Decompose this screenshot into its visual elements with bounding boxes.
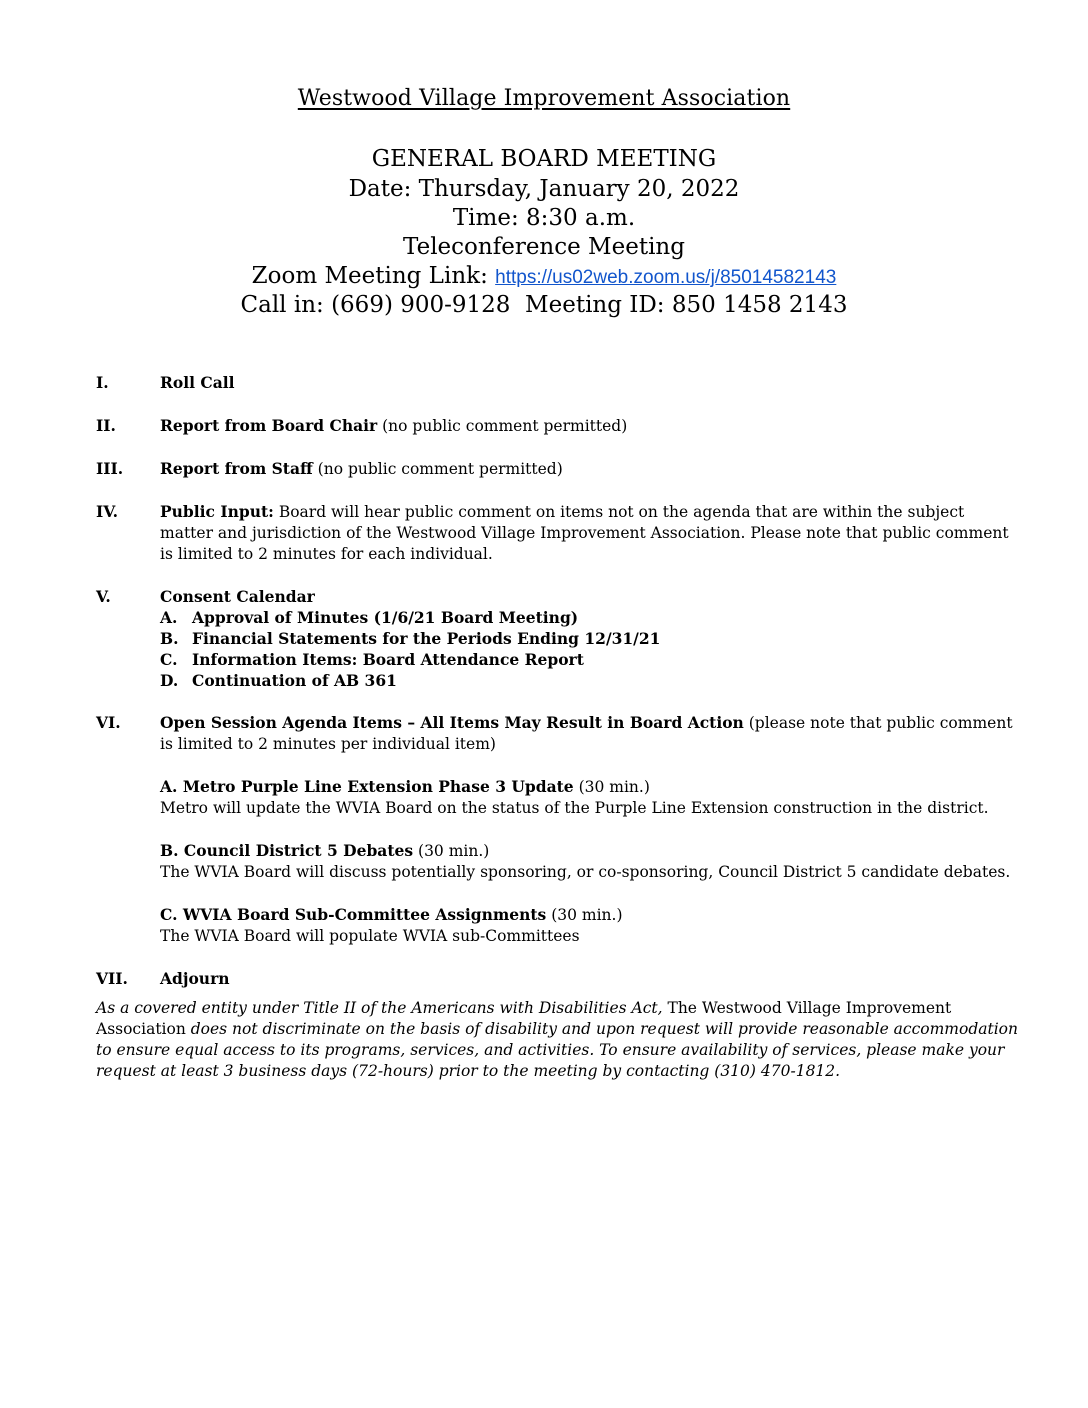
item-title: Report from Staff [160,459,313,478]
agenda-item-board-chair [96,415,1016,437]
agenda-item-roll-call [96,372,1016,394]
zoom-line [0,262,1088,292]
meeting-date: Date: Thursday, January 20, 2022 [348,176,740,202]
zoom-link[interactable]: https://us02web.zoom.us/j/85014582143 [495,267,837,288]
item-title: Report from Board Chair [160,416,378,435]
agenda-item-adjourn [96,968,1016,990]
agenda-item-consent-calendar [96,586,1016,691]
item-title: Roll Call [160,373,235,392]
item-number: VI. [96,713,121,732]
meeting-title: GENERAL BOARD MEETING [371,146,717,172]
item-number: I. [96,373,109,392]
agenda-item-open-session [96,712,1016,947]
item-number: V. [96,587,111,606]
item-note: (no public comment permitted) [377,417,628,435]
call-in-line: Call in: (669) 900-9128 Meeting ID: 850 1458 2143 [240,292,848,318]
list-item: B. Council District 5 Debates (30 min.) The WVIA Board will discuss potentially sponsoring, or co-sponsoring, Council District 5 candidate debates. [160,841,1011,881]
agenda-item-staff [96,458,1016,480]
agenda-item-public-input [96,501,1016,565]
list-item: D. Continuation of AB 361 [160,671,397,690]
item-number: II. [96,416,116,435]
list-item: A. Metro Purple Line Extension Phase 3 Update (30 min.) Metro will update the WVIA Board on the status of the Purple Line Extension construction in the district. [160,777,989,817]
agenda-list [96,372,1016,1011]
list-item: B. Financial Statements for the Periods Ending 12/31/21 [160,629,661,648]
list-item: C. Information Items: Board Attendance Report [160,650,584,669]
zoom-label: Zoom Meeting Link: [251,263,496,289]
list-item: A. Approval of Minutes (1/6/21 Board Meeting) [160,608,579,627]
item-title: Adjourn [160,969,230,988]
item-number: III. [96,459,124,478]
item-number: VII. [96,969,128,988]
consent-sublist [160,607,1016,691]
item-title: Consent Calendar [160,587,315,606]
item-text: Board will hear public comment on items not on the agenda that are within the subject matter and jurisdiction of the Westwood Village Improvement Association. Please note that public comment is limited to 2 minutes for each individual. [160,503,1009,563]
meeting-type: Teleconference Meeting [403,234,685,260]
item-title: Public Input: [160,502,274,521]
meeting-time: Time: 8:30 a.m. [452,205,636,231]
organization-title: Westwood Village Improvement Association [297,86,791,111]
ada-notice: As a covered entity under Title II of the Americans with Disabilities Act, The Westwood Village Improvement Association does not discriminate on the basis of disability and upon request will provide reasonable accommodation to ensure equal access to its programs, services, and activities. To ensure availability of services, please make your request at least 3 business days (72-hours) prior to the meeting by contacting (310) 470-1812. [96,999,1018,1080]
list-item: C. WVIA Board Sub-Committee Assignments (30 min.) The WVIA Board will populate WVIA sub-Committees [160,905,623,945]
open-session-heading: Open Session Agenda Items – All Items May Result in Board Action (please note that public comment is limited to 2 minutes per individual item) [160,713,1013,753]
item-note: (no public comment permitted) [312,460,563,478]
item-number: IV. [96,502,118,521]
